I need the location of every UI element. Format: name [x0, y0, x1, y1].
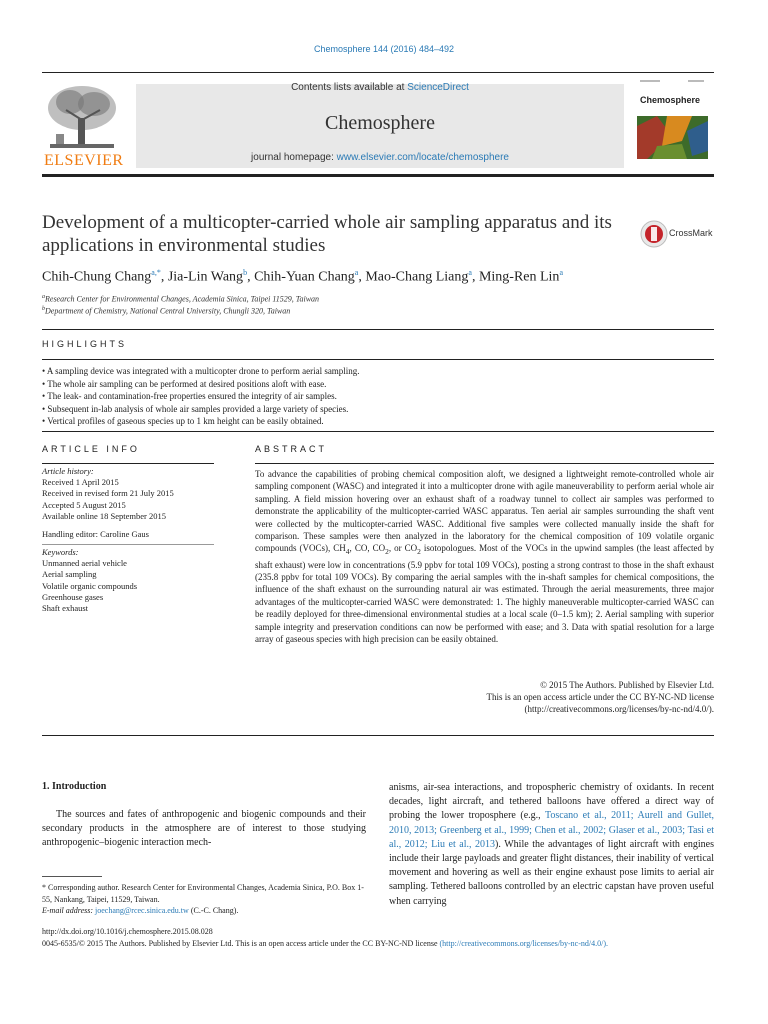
masthead-top-rule: [42, 72, 714, 73]
cover-image: [637, 116, 708, 159]
keyword: Volatile organic compounds: [42, 580, 138, 591]
cover-journal-title: Chemosphere: [640, 95, 701, 105]
elsevier-wordmark: ELSEVIER: [44, 152, 124, 169]
highlight-item: • Subsequent in-lab analysis of whole air samples provided a large variety of species.: [42, 403, 349, 414]
highlights-heading: HIGHLIGHTS: [42, 339, 128, 349]
journal-citation[interactable]: Chemosphere 144 (2016) 484–492: [313, 44, 455, 54]
keyword: Aerial sampling: [42, 569, 97, 580]
affiliation-text: Department of Chemistry, National Central University, Chungli 320, Taiwan: [45, 306, 291, 316]
keywords-label: Keywords:: [42, 547, 79, 557]
abstract-body: , or CO: [388, 543, 418, 554]
front-matter-bottom-rule: [42, 735, 714, 736]
affiliation-marker: b: [42, 306, 45, 312]
keywords: [42, 547, 137, 614]
subscript: 2: [417, 547, 421, 557]
highlight-item: • The leak- and contamination-free properties ensured the integrity of air samples.: [42, 391, 337, 401]
rights-license-link[interactable]: (http://creativecommons.org/licenses/by-nc-nd/4.0/).: [439, 939, 608, 948]
rights-line: [42, 939, 608, 948]
doi-link[interactable]: http://dx.doi.org/10.1016/j.chemosphere.2015.08.028: [42, 927, 213, 936]
article-info-heading: ARTICLE INFO: [42, 444, 140, 454]
affiliation: [42, 306, 290, 316]
journal-name: Chemosphere: [325, 112, 435, 134]
crossmark-icon[interactable]: [640, 220, 668, 248]
crossmark-label[interactable]: CrossMark: [669, 228, 713, 238]
keyword: Unmanned aerial vehicle: [42, 558, 127, 569]
rights-text: 0045-6535/© 2015 The Authors. Published by Elsevier Ltd. This is an open access article under the CC BY-NC-ND license: [42, 939, 440, 948]
email-label: E-mail address:: [42, 906, 96, 915]
homepage-link[interactable]: www.elsevier.com/locate/chemosphere: [336, 152, 509, 163]
author-name[interactable]: Jia-Lin Wang: [167, 269, 244, 285]
keyword: Shaft exhaust: [42, 603, 89, 614]
subscript: 4: [345, 547, 350, 557]
footnote-email: [42, 905, 372, 917]
abstract-body: isotopologues. Most of the VOCs in the upwind samples (the least affected by shaft exhaust) were low in concentrations (5.9 ppbv for total 109 VOCs), posting a strong contrast to those in the shaft exhaust (235.8 ppbv for total 109 VOCs). By comparing the aerial samples with the in-shaft samples for chemical compositions, the influence of the shaft exhaust on the surrounding natural air was estimated. Through the aerial measurements, three major advantages of the multicopter-carried WASC were demonstrated: 1. The highly maneuverable multicopter-carried WASC can be readily deployed for three-dimensional environmental studies at a local scale (0–1.5 km); 2. Aerial sampling with superior sample integrity and preservation conditions can now be performed with ease; and 3. Data with spatial resolution for a large array of gaseous species with high precision can be easily obtained.: [255, 543, 715, 645]
license-link[interactable]: (http://creativecommons.org/licenses/by-nc-nd/4.0/).: [524, 704, 714, 714]
author-affil-marker[interactable]: a: [559, 268, 563, 277]
introduction-heading: 1. Introduction: [42, 781, 107, 792]
article-title: Development of a multicopter-carried whole air sampling apparatus and its applications in environmental studies: [42, 212, 612, 256]
homepage-prefix: journal homepage:: [251, 152, 337, 163]
author-name[interactable]: Mao-Chang Liang: [365, 269, 469, 285]
intro-text: anisms, air-sea interactions, and tropospheric chemistry of oxidants. In recent decades, light aircraft, and tethered balloons have offered a direct way of probing the lower troposphere (e.g.,: [389, 782, 714, 822]
abstract-heading: ABSTRACT: [255, 444, 328, 454]
abstract-text: [255, 468, 714, 645]
history-entry: Accepted 5 August 2015: [42, 499, 126, 510]
handling-editor: Handling editor: Caroline Gaus: [42, 529, 149, 539]
highlight-item: • The whole air sampling can be performed at desired positions aloft with ease.: [42, 378, 327, 389]
elsevier-tree-logo: [42, 80, 122, 152]
email-suffix: (C.-C. Chang).: [188, 906, 239, 915]
intro-right-paragraph: [389, 781, 714, 909]
author-list: Chih-Chung Chang$^{a,*}$, Jia-Lin Wang$^b$, Chih-Yuan Chang$^a$, Mao-Chang Liang$^a$, Ming-Ren Lin$^a$: [42, 268, 563, 285]
subscript: 2: [385, 547, 389, 557]
keywords-rule: [42, 544, 214, 545]
highlights-bottom-rule: [42, 431, 714, 432]
intro-references[interactable]: Toscano et al., 2011; Aurell and Gullet, 2010, 2013; Greenberg et al., 1999; Chen et al., 2002; Glaser et al., 2003; Tasi et al., 2012; Liu et al., 2013: [389, 810, 715, 850]
author-name[interactable]: Ming-Ren Lin: [478, 269, 560, 285]
affiliation-text: Research Center for Environmental Changes, Academia Sinica, Taipei 11529, Taiwan: [45, 294, 320, 304]
article-history: [42, 466, 174, 522]
abstract-rule: [255, 463, 714, 464]
highlights-list: [42, 365, 360, 428]
author-affil-marker[interactable]: a,*: [151, 268, 161, 277]
copyright-line: © 2015 The Authors. Published by Elsevier Ltd.: [540, 680, 714, 690]
author-name[interactable]: Chih-Yuan Chang: [254, 269, 355, 285]
highlights-heading-rule: [42, 359, 714, 360]
affiliation: [42, 294, 319, 304]
abstract-body: , CO, CO: [349, 543, 386, 554]
highlights-top-rule: [42, 329, 714, 330]
history-entry: Available online 18 September 2015: [42, 510, 167, 521]
footnote-corresponding: * Corresponding author. Research Center for Environmental Changes, Academia Sinica, P.O. Box 1-55, Nankang, Taipei, 11529, Taiwan.: [42, 883, 364, 904]
highlight-item: • Vertical profiles of gaseous species up to 1 km height can be easily obtained.: [42, 416, 324, 426]
article-info-rule: [42, 463, 214, 464]
homepage-line: [136, 152, 624, 163]
intro-left-paragraph: The sources and fates of anthropogenic and biogenic compounds and their secondary products in the atmosphere are of interest to those studying anthropogenic–biogenic interaction mech-: [42, 809, 366, 849]
email-link[interactable]: joechang@rcec.sinica.edu.tw: [95, 906, 189, 915]
keyword: Greenhouse gases: [42, 591, 104, 602]
affiliation-marker: a: [42, 294, 45, 300]
author-affil-marker[interactable]: a: [354, 268, 359, 277]
abstract-body: To advance the capabilities of probing chemical composition aloft, we designed a lightweight remote-controlled whole air sampling component (WASC) and integrated it into a multicopter drone with agile maneuverability to perform aerial whole air sampling. A field mission hovering over an exhaust shaft of a roadway tunnel to collect air samples was performed to demonstrate the applicability of the multicopter-carried WASC apparatus. Ten aerial air samples surrounding the shaft vent were collected by the multicopter-carried WASC. Additional five samples were collected manually inside the shaft for comparison. These samples were then analyzed in the laboratory for the chemical composition of 109 volatile organic compounds (VOCs), CH: [255, 469, 714, 554]
author-affil-marker[interactable]: a: [468, 268, 472, 277]
contents-line: [136, 82, 624, 93]
history-entry: Received 1 April 2015: [42, 477, 119, 488]
footnote-rule: [42, 876, 102, 877]
cover-header: [638, 76, 708, 90]
contents-prefix: Contents lists available at: [291, 82, 408, 93]
history-label: Article history:: [42, 466, 94, 476]
author-affil-marker[interactable]: b: [243, 268, 248, 277]
highlight-item: • A sampling device was integrated with a multicopter drone to perform aerial sampling.: [42, 366, 360, 376]
history-entry: Received in revised form 21 July 2015: [42, 488, 174, 499]
license-line: This is an open access article under the CC BY-NC-ND license: [486, 692, 714, 702]
author-name[interactable]: Chih-Chung Chang: [42, 269, 152, 285]
masthead-bottom-rule: [42, 174, 714, 177]
sciencedirect-link[interactable]: ScienceDirect: [407, 82, 469, 93]
intro-text: ). While the advantages of light aircraft with engines include their large payloads and greater flight distances, their inability of vertical movement and hovering as well as their engine exhaust pose limits to aerial air sampling. Tethered balloons controlled by an electric capstan have proven useful when carrying: [389, 838, 714, 907]
